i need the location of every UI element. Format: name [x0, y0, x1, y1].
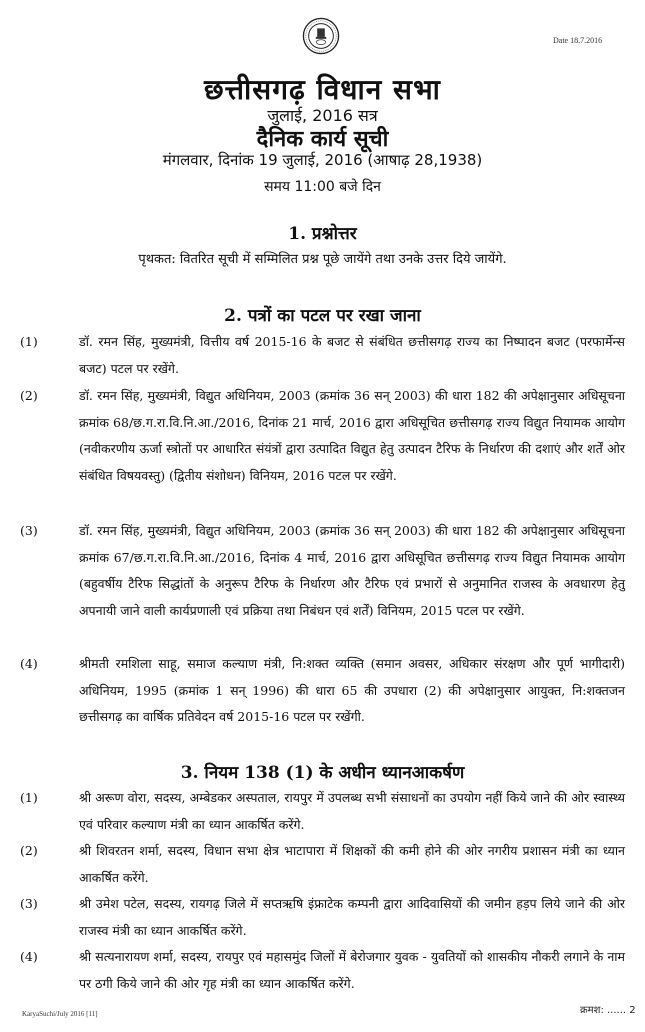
sitting-time: समय 11:00 बजे दिन [264, 179, 381, 195]
item-text: श्री सत्यनारायण शर्मा, सदस्य, रायपुर एवं महासमुंद जिलों में बेरोजगार युवक - युवतियों को शासकीय नौकरी लगाने के नाम पर ठगी किये जाने की ओर गृह मंत्री का ध्यान आकर्षित करेंगे. [79, 949, 625, 991]
list-item [20, 891, 625, 944]
section-text-questions: पृथकत: वितरित सूची में सम्मिलित प्रश्न पूछे जायेंगे तथा उनके उत्तर दिये जायेंगे. [138, 252, 507, 267]
assembly-emblem-icon [302, 17, 340, 55]
list-item [20, 651, 625, 731]
item-text: श्री शिवरतन शर्मा, सदस्य, विधान सभा क्षेत्र भाटापारा में शिक्षकों की कमी होने की ओर नगरीय प्रशासन मंत्री का ध्यान आकर्षित करेंगे. [79, 843, 625, 885]
item-text: श्री अरूण वोरा, सदस्य, अम्बेडकर अस्पताल, रायपुर में उपलब्ध सभी संसाधनों का उपयोग नहीं किये जाने की ओर स्वास्थ्य एवं परिवार कल्याण मंत्री का ध्यान आकर्षित करेंगे. [79, 790, 625, 832]
session-label: जुलाई, 2016 सत्र [267, 106, 378, 125]
continued-label: क्रमश: ...... 2 [580, 1005, 636, 1016]
document-date: Date 18.7.2016 [553, 36, 603, 45]
item-number: (4) [20, 656, 38, 671]
section-heading-questions: 1. प्रश्नोत्तर [288, 224, 357, 244]
item-number: (2) [20, 843, 38, 858]
item-number: (2) [20, 388, 38, 403]
list-item [20, 383, 625, 489]
item-number: (1) [20, 790, 38, 805]
file-reference: KaryaSuchi/July 2016 [11] [22, 1010, 98, 1018]
list-item [20, 944, 625, 997]
list-item [20, 838, 625, 891]
list-item [20, 329, 625, 382]
item-text: श्रीमती रमशिला साहू, समाज कल्याण मंत्री, नि:शक्त व्यक्ति (समान अवसर, अधिकार संरक्षण और पूर्ण भागीदारी) अधिनियम, 1995 (क्रमांक 1 सन् 1996) की धारा 65 की उपधारा (2) की अपेक्षानुसार आयुक्त, नि:शक्तजन छत्तीसगढ़ का वार्षिक प्रतिवेदन वर्ष 2015-16 पटल पर रखेंगी. [79, 656, 625, 724]
list-item [20, 518, 625, 624]
item-text: डॉ. रमन सिंह, मुख्यमंत्री, विद्युत अधिनियम, 2003 (क्रमांक 36 सन् 2003) की धारा 182 की अपेक्षानुसार अधिसूचना क्रमांक 68/छ.ग.रा.वि.नि.आ./2016, दिनांक 21 मार्च, 2016 द्वारा अधिसूचित छत्तीसगढ़ राज्य विद्युत नियामक आयोग (नवीकरणीय ऊर्जा स्त्रोतों पर आधारित संयंत्रों द्वारा उत्पादित विद्युत हेतु उत्पादन टैरिफ के निर्धारण की दशाएं और शर्तें ओर संबंधित विषयवस्तु) (द्वितीय संशोधन) विनियम, 2016 पटल पर रखेंगे. [79, 388, 625, 483]
item-text: डॉ. रमन सिंह, मुख्यमंत्री, वित्तीय वर्ष 2015-16 के बजट से संबंधित छत्तीसगढ़ राज्य का निष्पादन बजट (परफार्मेन्स बजट) पटल पर रखेंगे. [79, 334, 625, 376]
section-heading-calling-attention: 3. नियम 138 (1) के अधीन ध्यानआकर्षण [180, 763, 465, 783]
item-text: डॉ. रमन सिंह, मुख्यमंत्री, विद्युत अधिनियम, 2003 (क्रमांक 36 सन् 2003) की धारा 182 की अपेक्षानुसार अधिसूचना क्रमांक 67/छ.ग.रा.वि.नि.आ./2016, दिनांक 4 मार्च, 2016 द्वारा अधिसूचित छत्तीसगढ़ राज्य विद्युत नियामक आयोग (बहुवर्षीय टैरिफ सिद्धांतों के अनुरूप टैरिफ के निर्धारण और टैरिफ एवं प्रभारों से अनुमानित राजस्व के अवधारण हेतु अपनायी जाने वाली कार्यप्रणाली एवं प्रक्रिया तथा निबंधन एवं शर्तें) विनियम, 2015 पटल पर रखेंगे. [79, 523, 625, 618]
page-subtitle: दैनिक कार्य सूची [256, 127, 389, 152]
item-text: श्री उमेश पटेल, सदस्य, रायगढ़ जिले में सप्तऋषि इंफ्राटेक कम्पनी द्वारा आदिवासियों की जमीन हड़प लिये जाने की ओर राजस्व मंत्री का ध्यान आकर्षित करेंगे. [79, 896, 625, 938]
item-number: (3) [20, 523, 38, 538]
item-number: (4) [20, 949, 38, 964]
item-number: (3) [20, 896, 38, 911]
item-number: (1) [20, 334, 38, 349]
page-title: छत्तीसगढ़ विधान सभा [204, 73, 441, 106]
sitting-date: मंगलवार, दिनांक 19 जुलाई, 2016 (आषाढ़ 28,1938) [162, 151, 483, 169]
section-heading-papers: 2. पत्रों का पटल पर रखा जाना [224, 306, 421, 326]
list-item [20, 785, 625, 838]
